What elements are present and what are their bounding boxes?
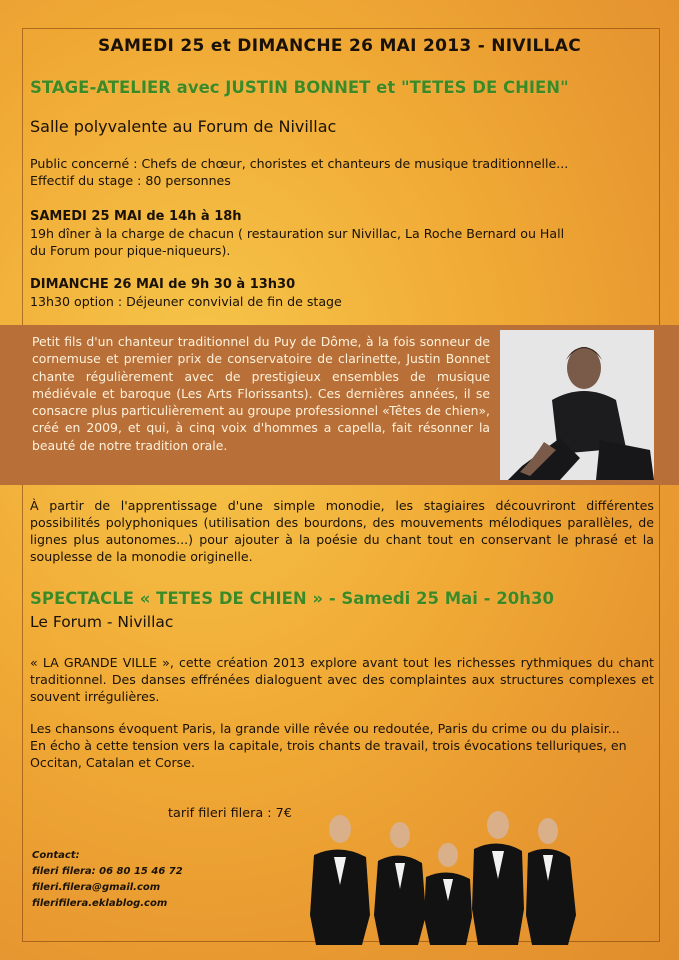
public-info <box>30 155 650 189</box>
saturday-line: du Forum pour pique-niqueurs). <box>30 243 231 258</box>
page-title: SAMEDI 25 et DIMANCHE 26 MAI 2013 - NIVILLAC <box>97 36 582 56</box>
capacity-line: Effectif du stage : 80 personnes <box>30 173 231 188</box>
stage-venue: Salle polyvalente au Forum de Nivillac <box>30 117 337 136</box>
singer-photo <box>500 330 654 480</box>
saturday-line: 19h dîner à la charge de chacun ( restauration sur Nivillac, La Roche Bernard ou Hall <box>30 226 565 241</box>
stage-heading: STAGE-ATELIER avec JUSTIN BONNET et "TETES DE CHIEN" <box>30 78 569 97</box>
group-photo <box>300 805 590 945</box>
sunday-schedule <box>30 276 650 310</box>
group-photo-icon <box>300 805 590 945</box>
contact-label: Contact: <box>32 850 80 861</box>
public-line: Public concerné : Chefs de chœur, choristes et chanteurs de musique traditionnelle... <box>30 156 569 171</box>
sunday-line: 13h30 option : Déjeuner convivial de fin de stage <box>30 294 342 309</box>
bio-text: Petit fils d'un chanteur traditionnel du Puy de Dôme, à la fois sonneur de cornemuse et premier prix de conservatoire de clarinette, Justin Bonnet chante régulièrement avec de prestigieux ensembles de musique médiévale et baroque (Les Arts Florissants). Ces dernières années, il se consacre plus particulièrement au groupe professionnel «Têtes de chien», créé en 2009, et qui, à cinq voix d'hommes a capella, fait résonner la beauté de notre tradition orale. <box>32 334 490 453</box>
price: tarif fileri filera : 7€ <box>168 806 292 821</box>
spectacle-paragraph-2 <box>30 720 654 771</box>
saturday-heading: SAMEDI 25 MAI de 14h à 18h <box>30 209 242 224</box>
spectacle-venue: Le Forum - Nivillac <box>30 613 174 631</box>
sunday-heading: DIMANCHE 26 MAI de 9h 30 à 13h30 <box>30 277 296 292</box>
spectacle-heading: SPECTACLE « TETES DE CHIEN » - Samedi 25 Mai - 20h30 <box>30 589 554 608</box>
spectacle-paragraph: « LA GRANDE VILLE », cette création 2013 explore avant tout les richesses rythmiques du chant traditionnel. Des danses effrénées dialoguent avec des complaintes aux structures complexes et souvent irrégulières. <box>30 655 654 704</box>
contact-phone: fileri filera: 06 80 15 46 72 <box>32 866 183 877</box>
contact-blog: filerifilera.eklablog.com <box>32 898 168 909</box>
singer-photo-icon <box>500 330 654 480</box>
contact-block <box>32 848 183 912</box>
paris-line: Les chansons évoquent Paris, la grande ville rêvée ou redoutée, Paris du crime ou du plaisir... <box>30 721 620 736</box>
saturday-schedule <box>30 208 650 259</box>
intro-paragraph: À partir de l'apprentissage d'une simple monodie, les stagiaires découvriront différentes possibilités polyphoniques (utilisation des bourdons, des mouvements mélodiques parallèles, de lignes plus autonomes...) pour ajouter à la poésie du chant tout en conservant le phrasé et la souplesse de la monodie originelle. <box>30 498 654 564</box>
echo-line: En écho à cette tension vers la capitale, trois chants de travail, trois évocations telluriques, en Occitan, Catalan et Corse. <box>30 738 627 770</box>
contact-email: fileri.filera@gmail.com <box>32 882 161 893</box>
